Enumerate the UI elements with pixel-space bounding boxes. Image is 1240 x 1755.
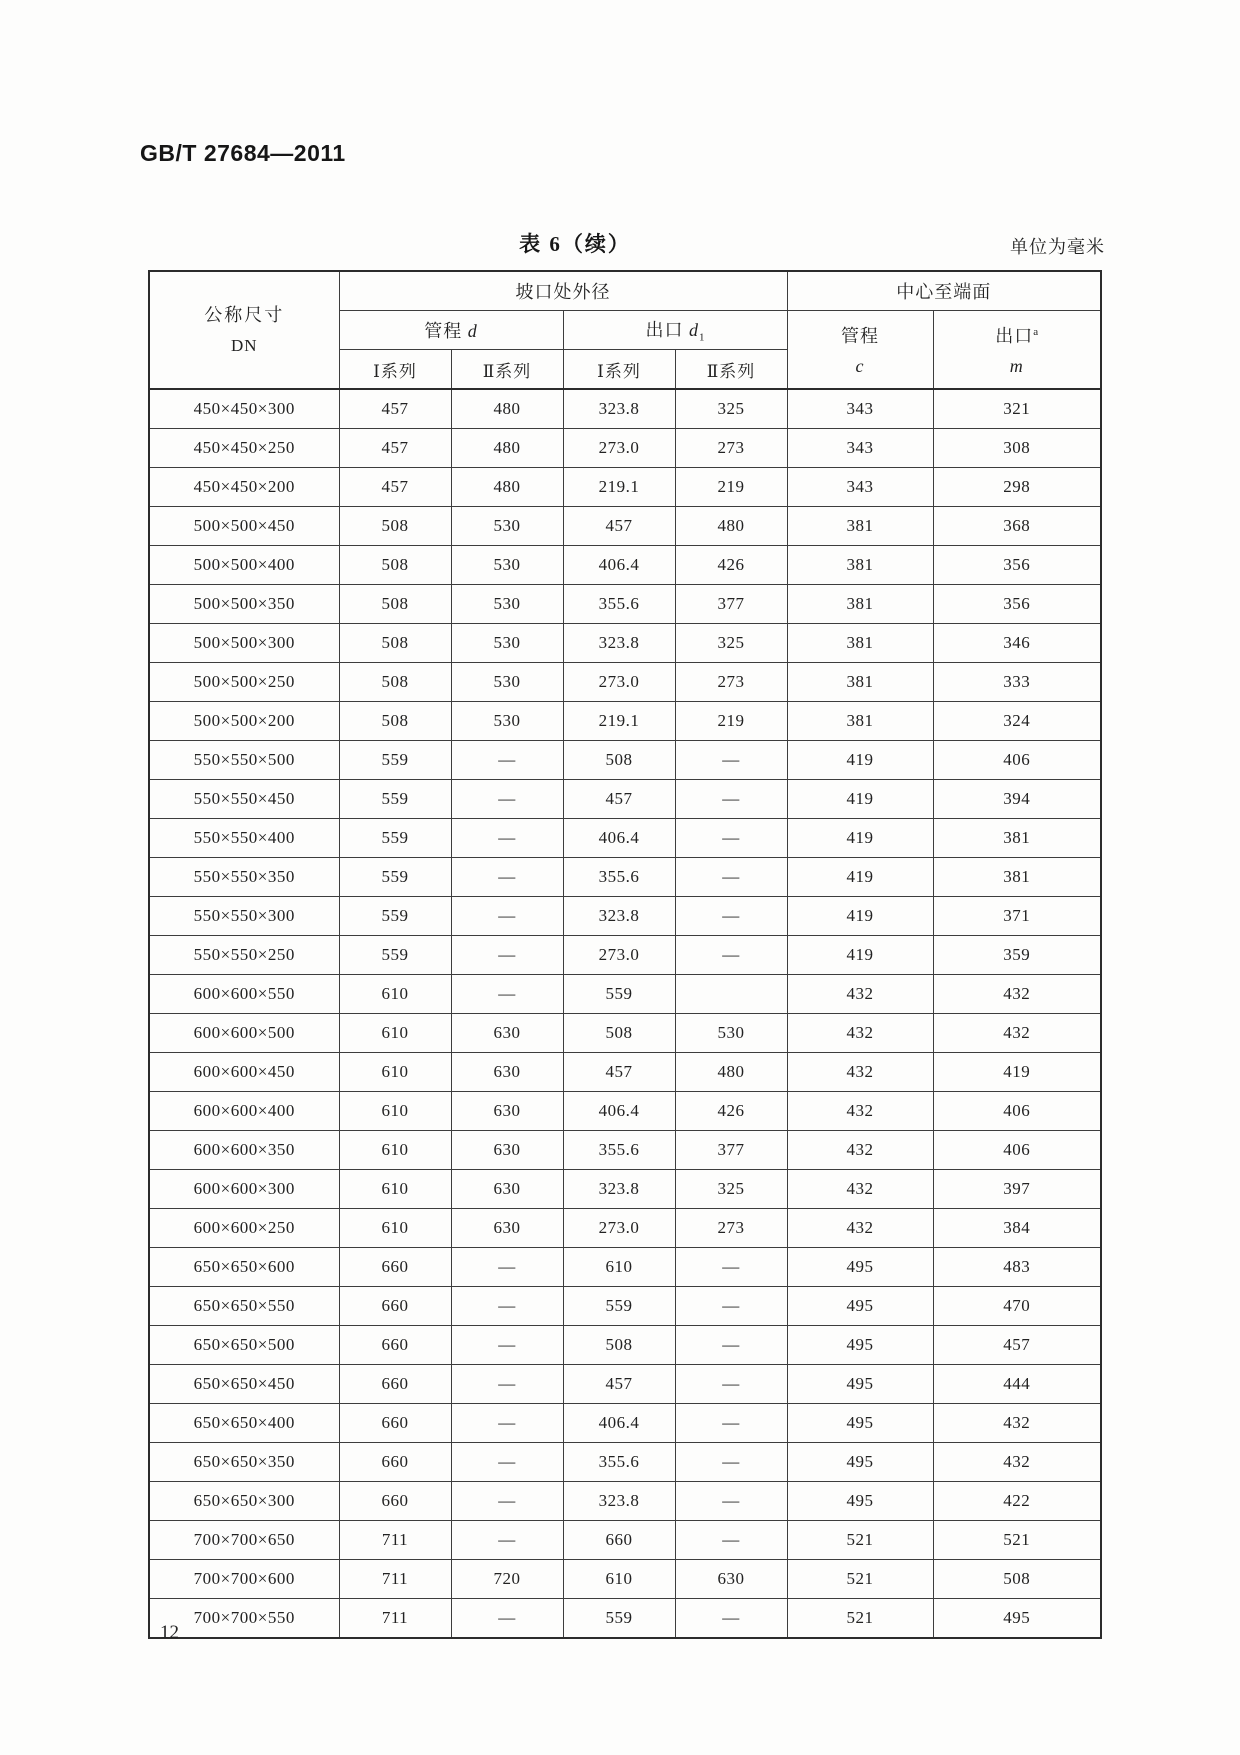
header-center-to-end: 中心至端面 <box>787 271 1101 311</box>
value-cell: 530 <box>451 624 563 663</box>
value-cell: — <box>675 858 787 897</box>
value-cell: 610 <box>339 1092 451 1131</box>
value-cell: 711 <box>339 1521 451 1560</box>
value-cell: 610 <box>339 1170 451 1209</box>
value-cell: 457 <box>563 780 675 819</box>
value-cell: 610 <box>563 1560 675 1599</box>
value-cell: 323.8 <box>563 389 675 429</box>
dn-cell: 600×600×500 <box>149 1014 339 1053</box>
table-row <box>149 546 1101 585</box>
header-center-outlet: 出口$^a$ m <box>933 311 1101 390</box>
value-cell: 406.4 <box>563 1092 675 1131</box>
dn-cell: 550×550×250 <box>149 936 339 975</box>
value-cell: 508 <box>563 1014 675 1053</box>
table-row <box>149 858 1101 897</box>
value-cell: 660 <box>339 1404 451 1443</box>
table-row <box>149 1014 1101 1053</box>
dn-cell: 700×700×600 <box>149 1560 339 1599</box>
table-row <box>149 936 1101 975</box>
value-cell: — <box>675 1521 787 1560</box>
value-cell: — <box>451 1287 563 1326</box>
value-cell: 559 <box>339 741 451 780</box>
header-series2-run: Ⅱ系列 <box>451 350 563 390</box>
value-cell: 355.6 <box>563 585 675 624</box>
table-row <box>149 585 1101 624</box>
value-cell: — <box>675 1287 787 1326</box>
table-row <box>149 389 1101 429</box>
table-row <box>149 702 1101 741</box>
value-cell: 610 <box>339 975 451 1014</box>
value-cell: — <box>675 936 787 975</box>
value-cell: 273.0 <box>563 429 675 468</box>
value-cell: 298 <box>933 468 1101 507</box>
value-cell: — <box>675 897 787 936</box>
table-row <box>149 1287 1101 1326</box>
value-cell: 323.8 <box>563 624 675 663</box>
value-cell: 219.1 <box>563 702 675 741</box>
value-cell: 381 <box>787 663 933 702</box>
value-cell: 406.4 <box>563 819 675 858</box>
value-cell: 508 <box>339 624 451 663</box>
value-cell: 273.0 <box>563 1209 675 1248</box>
value-cell: 530 <box>451 702 563 741</box>
table-row <box>149 1053 1101 1092</box>
value-cell: 660 <box>339 1482 451 1521</box>
standard-number: GB/T 27684—2011 <box>140 140 346 166</box>
value-cell: 432 <box>787 1014 933 1053</box>
value-cell: 377 <box>675 1131 787 1170</box>
value-cell: 508 <box>339 546 451 585</box>
value-cell: 521 <box>787 1521 933 1560</box>
value-cell: 610 <box>339 1131 451 1170</box>
value-cell: 381 <box>787 624 933 663</box>
value-cell: — <box>675 1404 787 1443</box>
table-title: 表 6（续） <box>519 232 631 256</box>
dn-cell: 550×550×400 <box>149 819 339 858</box>
value-cell: 381 <box>787 507 933 546</box>
value-cell: 325 <box>675 624 787 663</box>
value-cell: 495 <box>933 1599 1101 1639</box>
dn-cell: 700×700×550 <box>149 1599 339 1639</box>
value-cell: 371 <box>933 897 1101 936</box>
dn-cell: 600×600×450 <box>149 1053 339 1092</box>
header-nominal-size <box>149 271 339 389</box>
value-cell: 495 <box>787 1443 933 1482</box>
value-cell: 495 <box>787 1404 933 1443</box>
value-cell: 432 <box>787 1131 933 1170</box>
value-cell: — <box>451 1326 563 1365</box>
value-cell: 406 <box>933 741 1101 780</box>
table-row <box>149 429 1101 468</box>
value-cell: 359 <box>933 936 1101 975</box>
value-cell: 630 <box>451 1014 563 1053</box>
value-cell: 426 <box>675 1092 787 1131</box>
value-cell: 346 <box>933 624 1101 663</box>
value-cell: 495 <box>787 1365 933 1404</box>
value-cell: 495 <box>787 1248 933 1287</box>
value-cell: 495 <box>787 1482 933 1521</box>
value-cell: 610 <box>339 1209 451 1248</box>
value-cell: 610 <box>563 1248 675 1287</box>
header-outlet-d1: 出口 $d_1$ <box>563 311 787 350</box>
value-cell: — <box>451 897 563 936</box>
value-cell: 377 <box>675 585 787 624</box>
dn-cell: 500×500×400 <box>149 546 339 585</box>
dn-cell: 550×550×300 <box>149 897 339 936</box>
value-cell: 273 <box>675 429 787 468</box>
table-row <box>149 1170 1101 1209</box>
value-cell: 381 <box>933 819 1101 858</box>
value-cell: 630 <box>451 1053 563 1092</box>
dn-cell: 650×650×550 <box>149 1287 339 1326</box>
table-row <box>149 1092 1101 1131</box>
value-cell: 508 <box>563 741 675 780</box>
value-cell: 457 <box>933 1326 1101 1365</box>
value-cell: 660 <box>339 1287 451 1326</box>
header-bevel-od: 坡口处外径 <box>339 271 787 311</box>
var-d1: d <box>689 320 699 341</box>
value-cell: — <box>451 780 563 819</box>
value-cell: 432 <box>787 1170 933 1209</box>
value-cell: 324 <box>933 702 1101 741</box>
table-body <box>149 389 1101 1638</box>
table-row <box>149 1209 1101 1248</box>
value-cell: 480 <box>451 429 563 468</box>
dn-cell: 550×550×350 <box>149 858 339 897</box>
var-c: c <box>855 356 865 377</box>
value-cell: 630 <box>451 1131 563 1170</box>
value-cell: 508 <box>933 1560 1101 1599</box>
table-row <box>149 663 1101 702</box>
value-cell: — <box>675 780 787 819</box>
value-cell: 343 <box>787 389 933 429</box>
value-cell: 630 <box>451 1170 563 1209</box>
value-cell: 480 <box>451 389 563 429</box>
value-cell: 426 <box>675 546 787 585</box>
value-cell: 406 <box>933 1131 1101 1170</box>
table-row <box>149 1560 1101 1599</box>
value-cell: 321 <box>933 389 1101 429</box>
value-cell: 495 <box>787 1287 933 1326</box>
table-row <box>149 1404 1101 1443</box>
dn-cell: 650×650×400 <box>149 1404 339 1443</box>
value-cell: 610 <box>339 1014 451 1053</box>
value-cell: — <box>675 1248 787 1287</box>
value-cell: 355.6 <box>563 1131 675 1170</box>
value-cell: 660 <box>563 1521 675 1560</box>
value-cell: 559 <box>563 1599 675 1639</box>
value-cell: 432 <box>787 1053 933 1092</box>
nominal-size-label: 公称尺寸 <box>204 304 285 325</box>
header-series1-outlet: Ⅰ系列 <box>563 350 675 390</box>
value-cell: 323.8 <box>563 1170 675 1209</box>
value-cell: 559 <box>339 780 451 819</box>
unit-note: 单位为毫米 <box>1010 237 1105 257</box>
table-row <box>149 1599 1101 1639</box>
value-cell: 457 <box>563 1053 675 1092</box>
value-cell: 660 <box>339 1365 451 1404</box>
value-cell: 432 <box>933 1014 1101 1053</box>
value-cell: 397 <box>933 1170 1101 1209</box>
value-cell: 381 <box>787 585 933 624</box>
dn-cell: 600×600×550 <box>149 975 339 1014</box>
value-cell: — <box>451 975 563 1014</box>
value-cell: 559 <box>339 936 451 975</box>
value-cell: 419 <box>933 1053 1101 1092</box>
value-cell: — <box>675 1443 787 1482</box>
value-cell: 470 <box>933 1287 1101 1326</box>
value-cell: 521 <box>787 1599 933 1639</box>
footnote-a-marker: a <box>1033 325 1039 338</box>
value-cell: 356 <box>933 585 1101 624</box>
dn-cell: 550×550×450 <box>149 780 339 819</box>
dn-cell: 500×500×200 <box>149 702 339 741</box>
value-cell: 508 <box>339 585 451 624</box>
header-series2-outlet: Ⅱ系列 <box>675 350 787 390</box>
value-cell: 308 <box>933 429 1101 468</box>
value-cell: 422 <box>933 1482 1101 1521</box>
dn-cell: 450×450×300 <box>149 389 339 429</box>
table-row <box>149 1521 1101 1560</box>
value-cell: 419 <box>787 780 933 819</box>
value-cell: — <box>451 936 563 975</box>
value-cell: 406.4 <box>563 546 675 585</box>
page-number: 12 <box>160 1622 179 1643</box>
value-cell: 457 <box>339 389 451 429</box>
value-cell: 384 <box>933 1209 1101 1248</box>
value-cell: — <box>451 1404 563 1443</box>
dn-cell: 500×500×250 <box>149 663 339 702</box>
table-row <box>149 1131 1101 1170</box>
value-cell: 355.6 <box>563 858 675 897</box>
value-cell: 530 <box>451 546 563 585</box>
value-cell: — <box>451 1599 563 1639</box>
value-cell: 530 <box>451 507 563 546</box>
dn-cell: 600×600×250 <box>149 1209 339 1248</box>
value-cell: 457 <box>563 507 675 546</box>
value-cell: 432 <box>933 1443 1101 1482</box>
value-cell: — <box>675 1482 787 1521</box>
table-row <box>149 1326 1101 1365</box>
dn-cell: 650×650×350 <box>149 1443 339 1482</box>
value-cell: 521 <box>933 1521 1101 1560</box>
value-cell: 495 <box>787 1326 933 1365</box>
header-pipe-run-d: 管程 d <box>339 311 563 350</box>
value-cell: 630 <box>451 1209 563 1248</box>
value-cell: 419 <box>787 897 933 936</box>
value-cell: 432 <box>933 975 1101 1014</box>
value-cell: 325 <box>675 389 787 429</box>
dn-cell: 450×450×200 <box>149 468 339 507</box>
value-cell: 711 <box>339 1560 451 1599</box>
value-cell: — <box>451 1365 563 1404</box>
value-cell: — <box>451 741 563 780</box>
header-center-pipe-run: 管程 c <box>787 311 933 390</box>
value-cell: 457 <box>563 1365 675 1404</box>
value-cell: 630 <box>451 1092 563 1131</box>
value-cell: 406 <box>933 1092 1101 1131</box>
value-cell: 343 <box>787 468 933 507</box>
value-cell <box>675 975 787 1014</box>
table-row <box>149 624 1101 663</box>
dn-cell: 450×450×250 <box>149 429 339 468</box>
value-cell: 530 <box>675 1014 787 1053</box>
header-series1-run: Ⅰ系列 <box>339 350 451 390</box>
value-cell: 381 <box>787 546 933 585</box>
value-cell: — <box>675 1599 787 1639</box>
value-cell: 530 <box>451 663 563 702</box>
value-cell: 419 <box>787 819 933 858</box>
value-cell: 660 <box>339 1248 451 1287</box>
value-cell: 444 <box>933 1365 1101 1404</box>
value-cell: 610 <box>339 1053 451 1092</box>
value-cell: — <box>675 1326 787 1365</box>
value-cell: 273 <box>675 1209 787 1248</box>
value-cell: 660 <box>339 1326 451 1365</box>
value-cell: 323.8 <box>563 1482 675 1521</box>
value-cell: 559 <box>563 975 675 1014</box>
value-cell: 480 <box>451 468 563 507</box>
value-cell: 521 <box>787 1560 933 1599</box>
value-cell: 630 <box>675 1560 787 1599</box>
dn-cell: 500×500×450 <box>149 507 339 546</box>
value-cell: 480 <box>675 507 787 546</box>
dn-cell: 550×550×500 <box>149 741 339 780</box>
dn-cell: 650×650×450 <box>149 1365 339 1404</box>
value-cell: 457 <box>339 429 451 468</box>
value-cell: 325 <box>675 1170 787 1209</box>
value-cell: 432 <box>787 1209 933 1248</box>
value-cell: 356 <box>933 546 1101 585</box>
value-cell: 559 <box>339 897 451 936</box>
dn-cell: 600×600×300 <box>149 1170 339 1209</box>
value-cell: 508 <box>339 663 451 702</box>
table-row <box>149 1365 1101 1404</box>
value-cell: 419 <box>787 936 933 975</box>
value-cell: 720 <box>451 1560 563 1599</box>
value-cell: 432 <box>787 975 933 1014</box>
dn-cell: 600×600×350 <box>149 1131 339 1170</box>
value-cell: 711 <box>339 1599 451 1639</box>
value-cell: 559 <box>339 858 451 897</box>
var-m: m <box>1009 356 1024 377</box>
value-cell: 273 <box>675 663 787 702</box>
table-row <box>149 780 1101 819</box>
table-row <box>149 741 1101 780</box>
table-row <box>149 897 1101 936</box>
value-cell: 660 <box>339 1443 451 1482</box>
value-cell: 381 <box>933 858 1101 897</box>
value-cell: 406.4 <box>563 1404 675 1443</box>
var-d: d <box>467 321 478 341</box>
value-cell: 343 <box>787 429 933 468</box>
table-row <box>149 468 1101 507</box>
dimension-table <box>148 270 1102 1639</box>
dn-cell: 500×500×300 <box>149 624 339 663</box>
table-row <box>149 1443 1101 1482</box>
value-cell: 273.0 <box>563 663 675 702</box>
value-cell: — <box>675 1365 787 1404</box>
table-row <box>149 1482 1101 1521</box>
value-cell: 483 <box>933 1248 1101 1287</box>
value-cell: — <box>451 1443 563 1482</box>
value-cell: 480 <box>675 1053 787 1092</box>
value-cell: — <box>451 819 563 858</box>
value-cell: 355.6 <box>563 1443 675 1482</box>
table-row <box>149 819 1101 858</box>
dn-cell: 650×650×500 <box>149 1326 339 1365</box>
value-cell: 508 <box>339 702 451 741</box>
dn-cell: 600×600×400 <box>149 1092 339 1131</box>
value-cell: 219 <box>675 468 787 507</box>
value-cell: 508 <box>339 507 451 546</box>
value-cell: 219 <box>675 702 787 741</box>
value-cell: 323.8 <box>563 897 675 936</box>
dn-cell: 500×500×350 <box>149 585 339 624</box>
value-cell: 530 <box>451 585 563 624</box>
value-cell: 394 <box>933 780 1101 819</box>
dn-cell: 650×650×600 <box>149 1248 339 1287</box>
value-cell: 419 <box>787 858 933 897</box>
value-cell: 432 <box>787 1092 933 1131</box>
nominal-size-dn-label: DN <box>230 335 258 355</box>
dn-cell: 650×650×300 <box>149 1482 339 1521</box>
value-cell: 432 <box>933 1404 1101 1443</box>
value-cell: 273.0 <box>563 936 675 975</box>
value-cell: 457 <box>339 468 451 507</box>
value-cell: 559 <box>339 819 451 858</box>
value-cell: 559 <box>563 1287 675 1326</box>
value-cell: — <box>451 1521 563 1560</box>
table-row <box>149 1248 1101 1287</box>
value-cell: 333 <box>933 663 1101 702</box>
table-row <box>149 507 1101 546</box>
value-cell: — <box>675 741 787 780</box>
value-cell: 508 <box>563 1326 675 1365</box>
dn-cell: 700×700×650 <box>149 1521 339 1560</box>
value-cell: — <box>451 858 563 897</box>
value-cell: 368 <box>933 507 1101 546</box>
value-cell: — <box>675 819 787 858</box>
table-row <box>149 975 1101 1014</box>
value-cell: — <box>451 1248 563 1287</box>
value-cell: 219.1 <box>563 468 675 507</box>
value-cell: 381 <box>787 702 933 741</box>
value-cell: 419 <box>787 741 933 780</box>
table-header <box>149 271 1101 389</box>
value-cell: — <box>451 1482 563 1521</box>
